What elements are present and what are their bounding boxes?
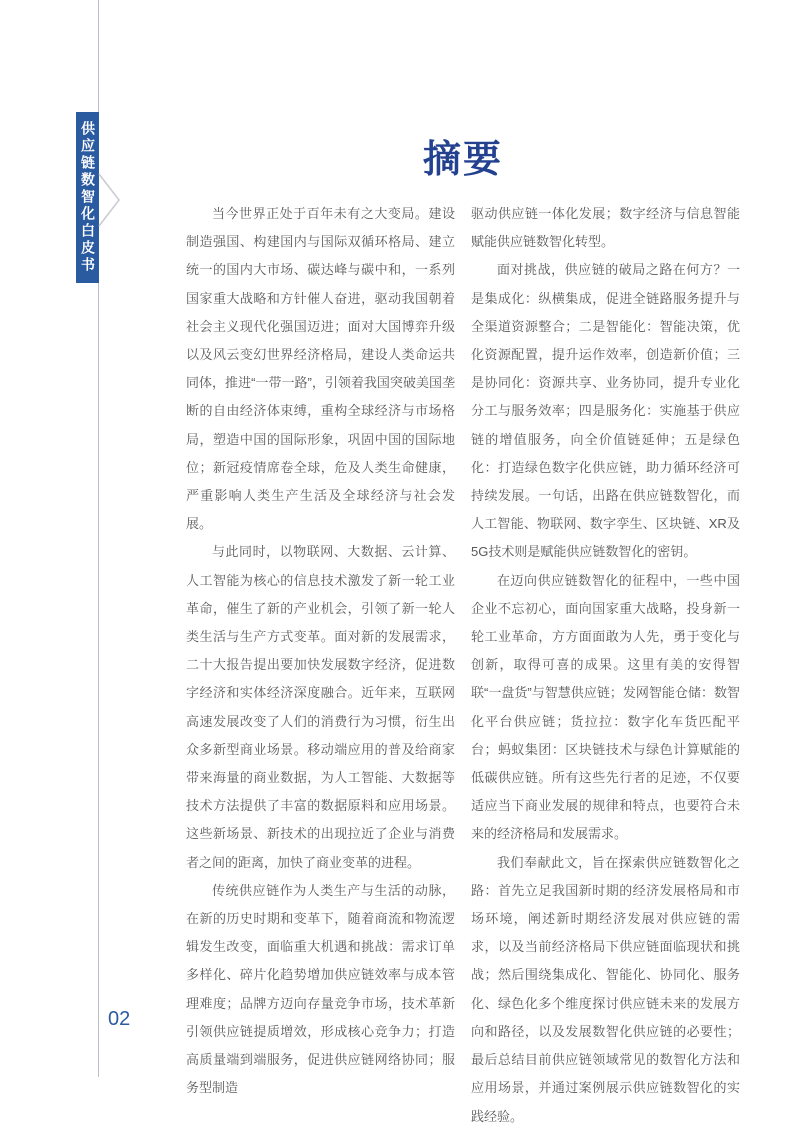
paragraph: 当今世界正处于百年未有之大变局。建设制造强国、构建国内与国际双循环格局、建立统一的国内大市场、碳达峰与碳中和，一系列国家重大战略和方针催人奋进，驱动我国朝着社会主义现代化强国迈进；面对大国博弈升级以及风云变幻世界经济格局，建设人类命运共同体，推进“一带一路”，引领着我国突破美国垄断的自由经济体束缚，重构全球经济与市场格局，塑造中国的国际形象，巩固中国的国际地位；新冠疫情席卷全球，危及人类生命健康，严重影响人类生产生活及全球经济与社会发展。 bbox=[186, 206, 455, 532]
left-column bbox=[186, 200, 455, 1131]
page-number: 02 bbox=[108, 1008, 131, 1030]
paragraph-continuation: 驱动供应链一体化发展；数字经济与信息智能赋能供应链数智化转型。 bbox=[471, 206, 740, 250]
side-tab bbox=[76, 112, 99, 283]
page-title: 摘要 bbox=[422, 139, 503, 181]
body-text bbox=[186, 200, 740, 1131]
paragraph: 传统供应链作为人类生产与生活的动脉，在新的历史时期和变革下，随着商流和物流逻辑发生改变，面临重大机遇和挑战：需求订单多样化、碎片化趋势增加供应链效率与成本管理难度；品牌方迈向存量竞争市场，技术革新引领供应链提质增效，形成核心竞争力；打造高质量端到端服务，促进供应链网络协同；服务型制造 bbox=[186, 882, 455, 1096]
chevron-right-icon bbox=[97, 172, 123, 228]
side-tab-label: 供应链数智化白皮书 bbox=[80, 121, 96, 274]
right-column bbox=[471, 200, 740, 1131]
paragraph: 与此同时，以物联网、大数据、云计算、人工智能为核心的信息技术激发了新一轮工业革命，催生了新的产业机会，引领了新一轮人类生活与生产方式变革。面对新的发展需求，二十大报告提出要加快发展数字经济，促进数字经济和实体经济深度融合。近年来，互联网高速发展改变了人们的消费行为习惯，衍生出众多新型商业场景。移动端应用的普及给商家带来海量的商业数据，为人工智能、大数据等技术方法提供了丰富的数据原料和应用场景。这些新场景、新技术的出现拉近了企业与消费者之间的距离，加快了商业变革的进程。 bbox=[186, 544, 455, 870]
paragraph: 面对挑战，供应链的破局之路在何方？一是集成化：纵横集成，促进全链路服务提升与全渠道资源整合；二是智能化：智能决策，优化资源配置，提升运作效率，创造新价值；三是协同化：资源共享、业务协同，提升专业化分工与服务效率；四是服务化：实施基于供应链的增值服务，向全价值链延伸；五是绿色化：打造绿色数字化供应链，助力循环经济可持续发展。一句话，出路在供应链数智化，而人工智能、物联网、数字孪生、区块链、XR及5G技术则是赋能供应链数智化的密钥。 bbox=[471, 262, 740, 560]
paragraph: 在迈向供应链数智化的征程中，一些中国企业不忘初心，面向国家重大战略，投身新一轮工业革命，方方面面敢为人先，勇于变化与创新，取得可喜的成果。这里有美的安得智联“一盘货”与智慧供应链；发网智能仓储：数智化平台供应链；货拉拉：数字化车货匹配平台；蚂蚁集团：区块链技术与绿色计算赋能的低碳供应链。所有这些先行者的足迹，不仅要适应当下商业发展的规律和特点，也要符合未来的经济格局和发展需求。 bbox=[471, 572, 740, 842]
paragraph: 我们奉献此文，旨在探索供应链数智化之路：首先立足我国新时期的经济发展格局和市场环境，阐述新时期经济发展对供应链的需求，以及当前经济格局下供应链面临现状和挑战；然后围绕集成化、智能化、协同化、服务化、绿色化多个维度探讨供应链未来的发展方向和路径，以及发展数智化供应链的必要性；最后总结目前供应链领域常见的数智化方法和应用场景，并通过案例展示供应链数智化的实践经验。 bbox=[471, 854, 740, 1124]
